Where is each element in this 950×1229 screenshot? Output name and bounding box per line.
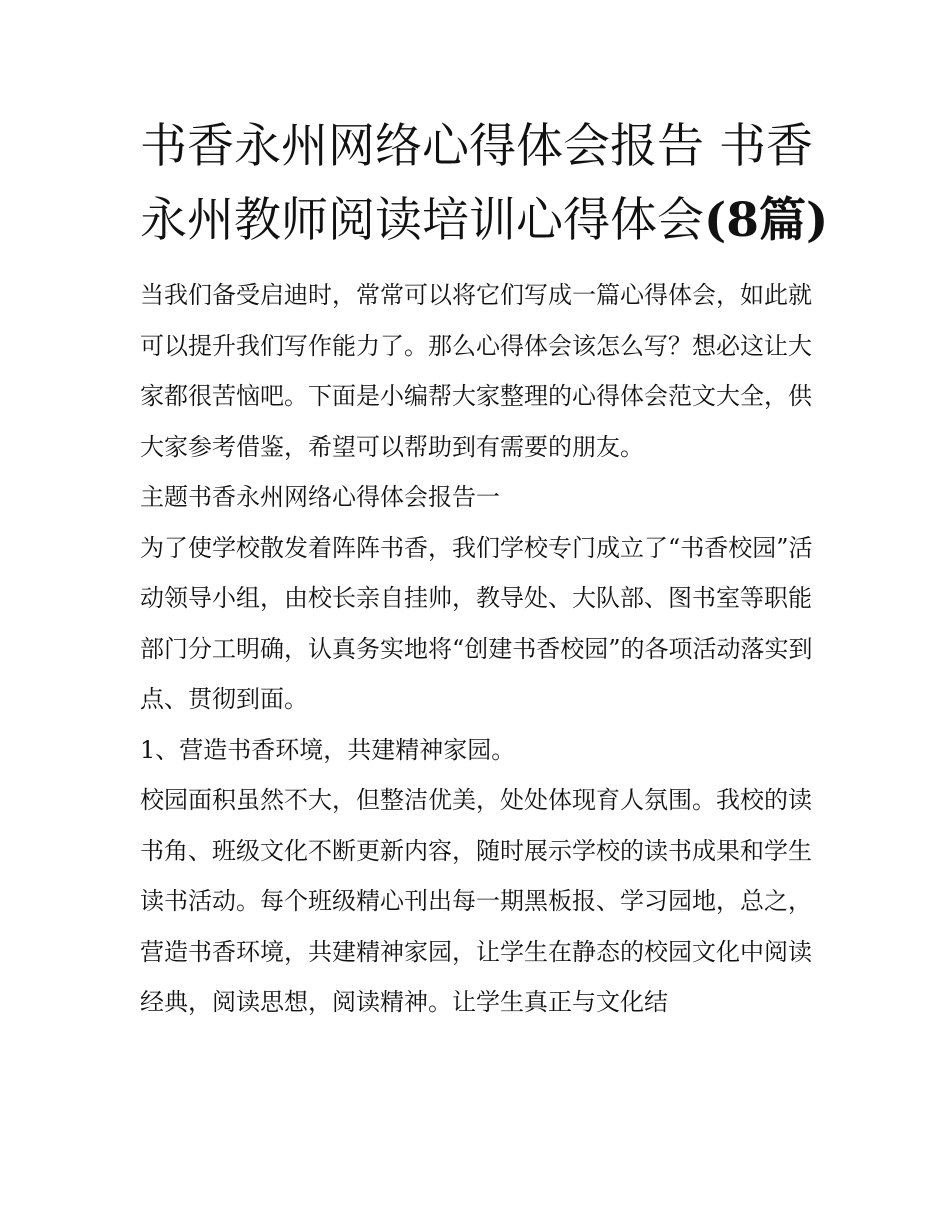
body-paragraph: 校园面积虽然不大，但整洁优美，处处体现育人氛围。我校的读书角、班级文化不断更新内容，随时展示学校的读书成果和学生读书活动。每个班级精心刊出每一期黑板报、学习园地，总之，营造书香环境，共建精神家园，让学生在静态的校园文化中阅读经典，阅读思想，阅读精神。让学生真正与文化结: [140, 786, 812, 1016]
section-heading: 主题书香永州网络心得体会报告一: [140, 483, 500, 511]
body-paragraph: 为了使学校散发着阵阵书香，我们学校专门成立了“书香校园”活动领导小组，由校长亲自挂帅，教导处、大队部、图书室等职能部门分工明确，认真务实地将“创建书香校园”的各项活动落实到点、贯彻到面。: [140, 533, 813, 713]
subsection-heading: 1、营造书香环境，共建精神家园。: [140, 735, 516, 764]
document-title: [140, 110, 830, 258]
title-main: 书香永州网络心得体会报告 书香永州教师阅读培训心得体会: [140, 119, 813, 248]
intro-paragraph: 当我们备受启迪时，常常可以将它们写成一篇心得体会，如此就可以提升我们写作能力了。那么心得体会该怎么写？想必这让大家都很苦恼吧。下面是小编帮大家整理的心得体会范文大全，供大家参考借鉴，希望可以帮助到有需要的朋友。: [140, 281, 812, 461]
document-content: [140, 110, 830, 1028]
title-suffix: (8篇): [704, 193, 829, 248]
